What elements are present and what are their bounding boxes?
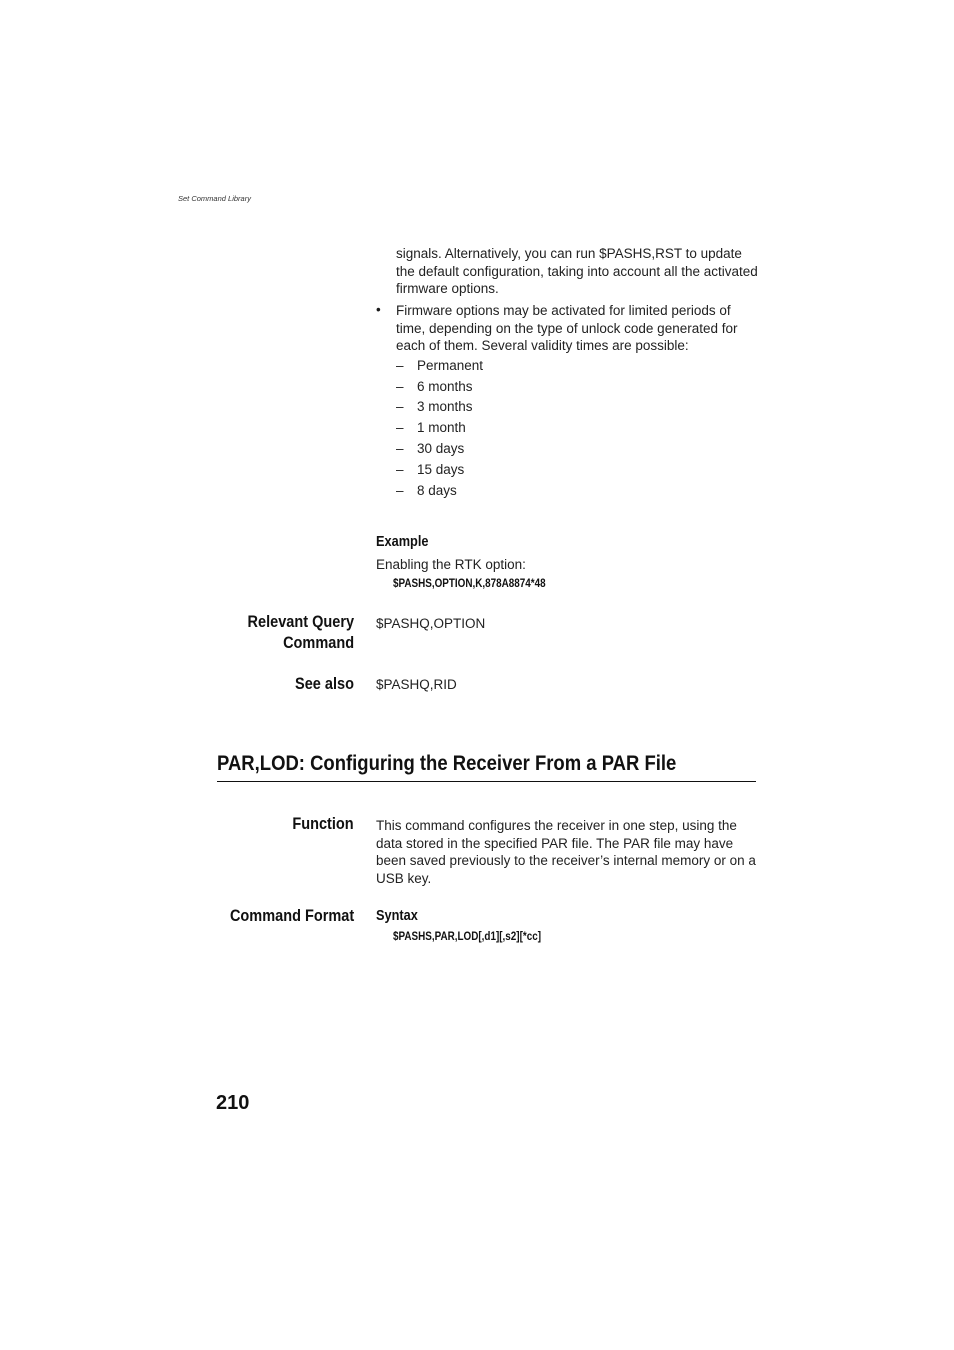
example-description: Enabling the RTK option: (376, 557, 526, 572)
relevant-query-value: $PASHQ,OPTION (376, 616, 486, 631)
continued-paragraph: signals. Alternatively, you can run $PASHS,RST to update the default configuration, taking into account all the activated firmware options. (396, 246, 758, 297)
see-also-value: $PASHQ,RID (376, 677, 457, 692)
running-header: Set Command Library (178, 194, 251, 203)
see-also-label: See also (295, 675, 354, 693)
list-item: – 6 months (396, 379, 473, 394)
page-number: 210 (216, 1092, 250, 1114)
bullet-text: Firmware options may be activated for limited periods of time, depending on the type of unlock code generated for each of them. Several validity times are possible: (396, 303, 738, 354)
section-title: PAR,LOD: Configuring the Receiver From a PAR File (217, 752, 677, 775)
list-item: – Permanent (396, 358, 484, 373)
bullet-mark: • (376, 302, 381, 317)
example-heading: Example (376, 534, 429, 550)
list-item: – 8 days (396, 483, 457, 498)
example-code: $PASHS,OPTION,K,878A8874*48 (393, 578, 546, 590)
list-item: – 30 days (396, 441, 465, 456)
relevant-query-label: Relevant Query Command (247, 613, 354, 652)
function-label: Function (292, 815, 354, 833)
syntax-heading: Syntax (376, 908, 418, 924)
list-item: – 1 month (396, 420, 466, 435)
syntax-code: $PASHS,PAR,LOD[,d1][,s2][*cc] (393, 931, 542, 943)
list-item: – 15 days (396, 462, 465, 477)
section-divider (217, 781, 756, 782)
function-text: This command configures the receiver in one step, using the data stored in the specified PAR file. The PAR file may have been saved previously to the receiver’s internal memory or on a USB key. (376, 818, 756, 886)
list-item: – 3 months (396, 399, 473, 414)
command-format-label: Command Format (229, 907, 354, 925)
